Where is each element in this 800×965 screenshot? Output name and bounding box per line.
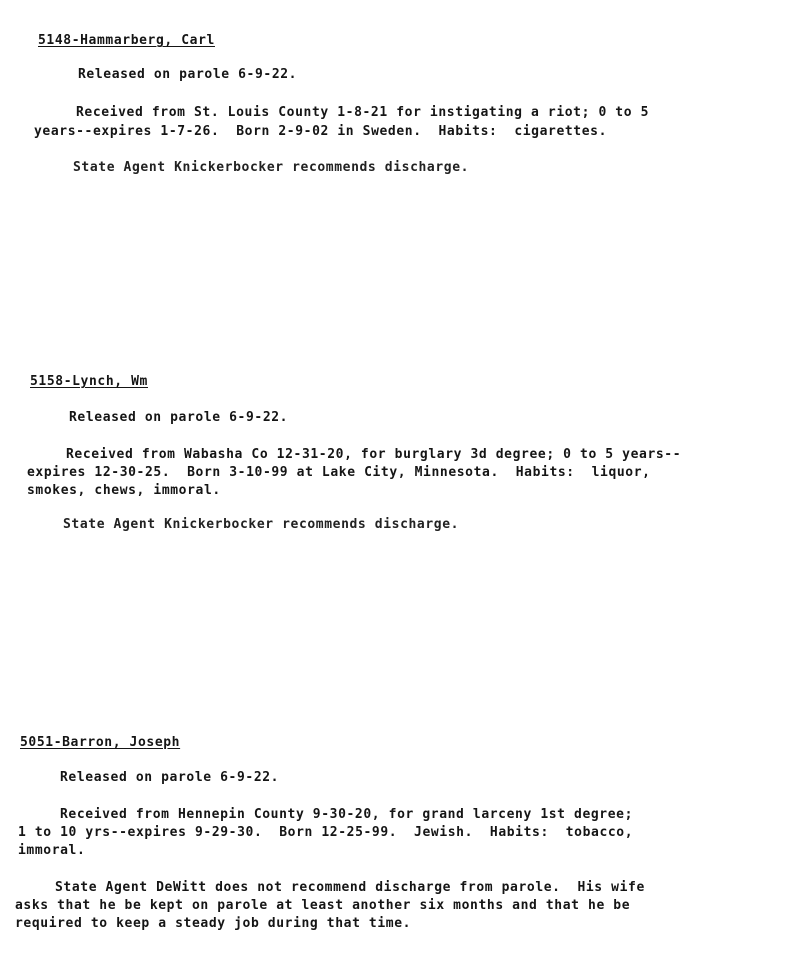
release-line: Released on parole 6-9-22.	[69, 410, 289, 425]
recommendation-line: State Agent Knickerbocker recommends discharge.	[63, 517, 460, 532]
received-line: immoral.	[18, 843, 86, 858]
recommendation-line: State Agent DeWitt does not recommend discharge from parole. His wife	[55, 880, 645, 895]
entry-heading: 5158-Lynch, Wm	[30, 374, 148, 389]
release-line: Released on parole 6-9-22.	[60, 770, 280, 785]
entry-heading: 5148-Hammarberg, Carl	[38, 33, 215, 48]
received-line: years--expires 1-7-26. Born 2-9-02 in Sweden. Habits: cigarettes.	[34, 124, 608, 139]
release-line: Released on parole 6-9-22.	[78, 67, 298, 82]
received-line: Received from Hennepin County 9-30-20, for grand larceny 1st degree;	[60, 807, 634, 822]
recommendation-line: asks that he be kept on parole at least another six months and that he be	[15, 898, 631, 913]
recommendation-line: required to keep a steady job during that time.	[15, 916, 412, 931]
received-line: 1 to 10 yrs--expires 9-29-30. Born 12-25-99. Jewish. Habits: tobacco,	[18, 825, 634, 840]
entry-heading: 5051-Barron, Joseph	[20, 735, 181, 750]
received-line: Received from Wabasha Co 12-31-20, for burglary 3d degree; 0 to 5 years--	[66, 447, 682, 462]
received-line: smokes, chews, immoral.	[27, 483, 221, 498]
received-line: expires 12-30-25. Born 3-10-99 at Lake City, Minnesota. Habits: liquor,	[27, 465, 651, 480]
recommendation-line: State Agent Knickerbocker recommends discharge.	[73, 160, 470, 175]
received-line: Received from St. Louis County 1-8-21 for instigating a riot; 0 to 5	[76, 105, 650, 120]
